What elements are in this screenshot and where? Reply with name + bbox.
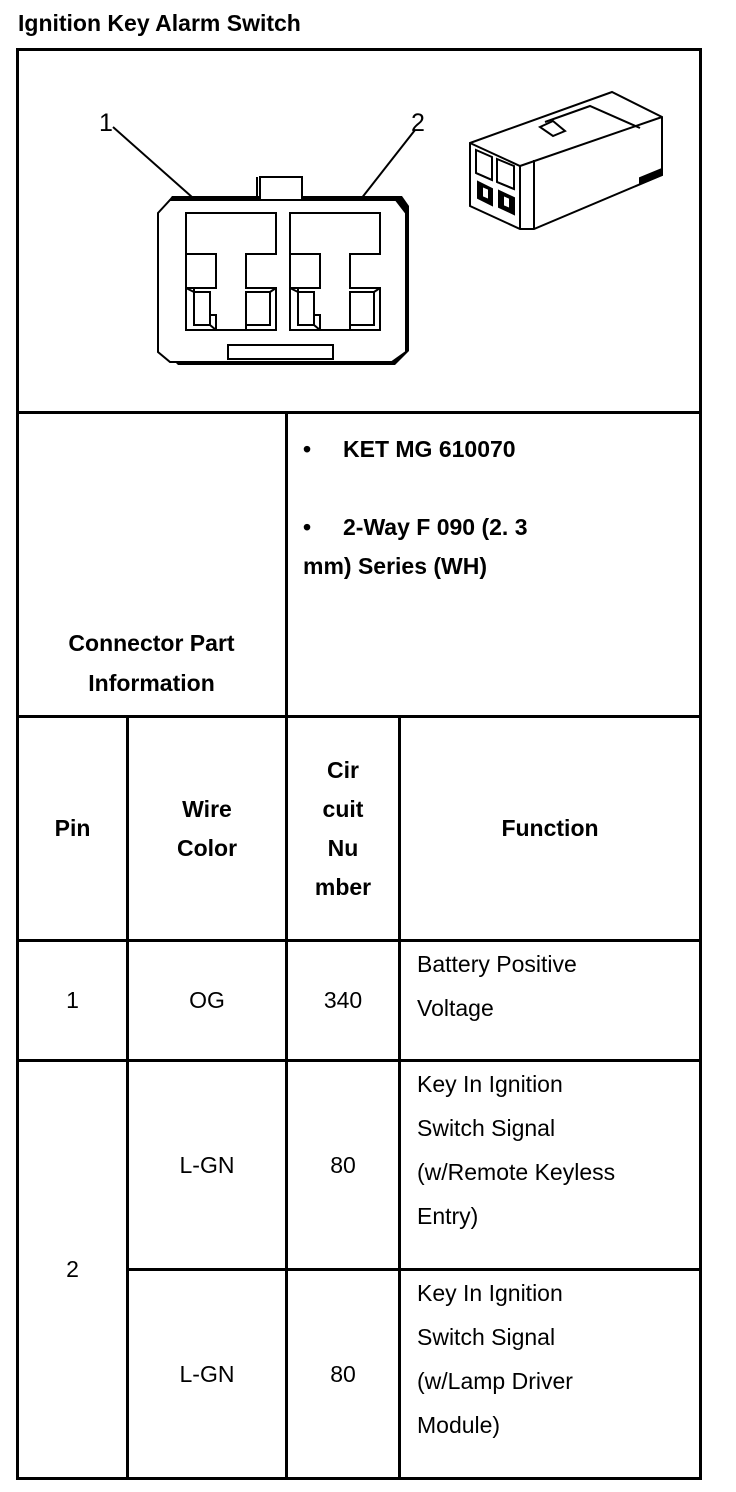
connector-key-slot (228, 345, 333, 359)
row2-pin (19, 1062, 126, 1477)
row2-wire-color-text: L-GN (179, 1151, 235, 1178)
row1-function-line1: Battery Positive (417, 951, 577, 977)
part-info-item-2way (303, 508, 528, 547)
row1-circuit-text: 340 (323, 987, 363, 1013)
row1-wire-color (129, 942, 285, 1059)
callout-label-2: 2 (411, 109, 425, 137)
header-wire-color-line2: Color (176, 834, 238, 861)
row3-function-line4: Module) (417, 1412, 501, 1438)
row2-function-line3: (w/Remote Keyless (417, 1159, 616, 1185)
header-function (401, 718, 699, 939)
header-wire-color-line1: Wire (182, 795, 232, 822)
header-circuit-line1: Cir (327, 756, 359, 783)
part-info-item-2way-line2: mm) Series (WH) (303, 553, 488, 579)
header-circuit-line2: cuit (322, 795, 364, 822)
header-function-text: Function (501, 815, 599, 841)
header-wire-color (129, 718, 285, 939)
row3-circuit (288, 1271, 398, 1477)
connector-latch (260, 177, 302, 200)
bullet-icon: • (303, 514, 312, 540)
callout-label-1: 1 (99, 109, 113, 137)
row1-pin (19, 942, 126, 1059)
row3-function-line2: Switch Signal (417, 1324, 556, 1350)
connector-isometric (470, 92, 662, 229)
row3-wire-color-text: L-GN (179, 1360, 235, 1387)
header-circuit-number (288, 718, 398, 939)
row3-function (401, 1271, 699, 1477)
row1-function (401, 942, 699, 1059)
row3-function-line3: (w/Lamp Driver (417, 1368, 573, 1394)
row2-function (401, 1062, 699, 1268)
row2-wire-color (129, 1062, 285, 1268)
row1-function-line2: Voltage (417, 995, 494, 1021)
header-circuit-line4: mber (314, 873, 372, 900)
row3-function-line1: Key In Ignition (417, 1280, 563, 1306)
row2-pin-text: 2 (66, 1256, 79, 1282)
connector-part-info-label-line2: Information (88, 670, 215, 696)
part-info-item-ket-text: KET MG 610070 (343, 436, 516, 462)
header-pin-text: Pin (54, 815, 91, 841)
row2-function-line2: Switch Signal (417, 1115, 556, 1141)
part-info-item-2way-line1: 2-Way F 090 (2. 3 (343, 514, 528, 540)
bullet-icon: • (303, 436, 312, 462)
row3-wire-color (129, 1271, 285, 1477)
row2-function-line4: Entry) (417, 1203, 479, 1229)
header-pin (19, 718, 126, 939)
connector-part-info-label (19, 623, 284, 703)
connector-diagram (0, 0, 736, 420)
row1-pin-text: 1 (66, 987, 79, 1013)
row2-circuit (288, 1062, 398, 1268)
row3-circuit-text: 80 (330, 1360, 356, 1387)
page-title: Ignition Key Alarm Switch (18, 10, 301, 36)
part-info-item-2way-cont (303, 547, 487, 586)
row2-function-line1: Key In Ignition (417, 1071, 563, 1097)
connector-part-info-label-line1: Connector Part (68, 630, 235, 656)
row1-circuit (288, 942, 398, 1059)
row2-circuit-text: 80 (330, 1151, 356, 1178)
row1-wire-color-text: OG (189, 987, 225, 1013)
part-info-item-ket (303, 430, 516, 469)
header-circuit-line3: Nu (327, 834, 359, 861)
